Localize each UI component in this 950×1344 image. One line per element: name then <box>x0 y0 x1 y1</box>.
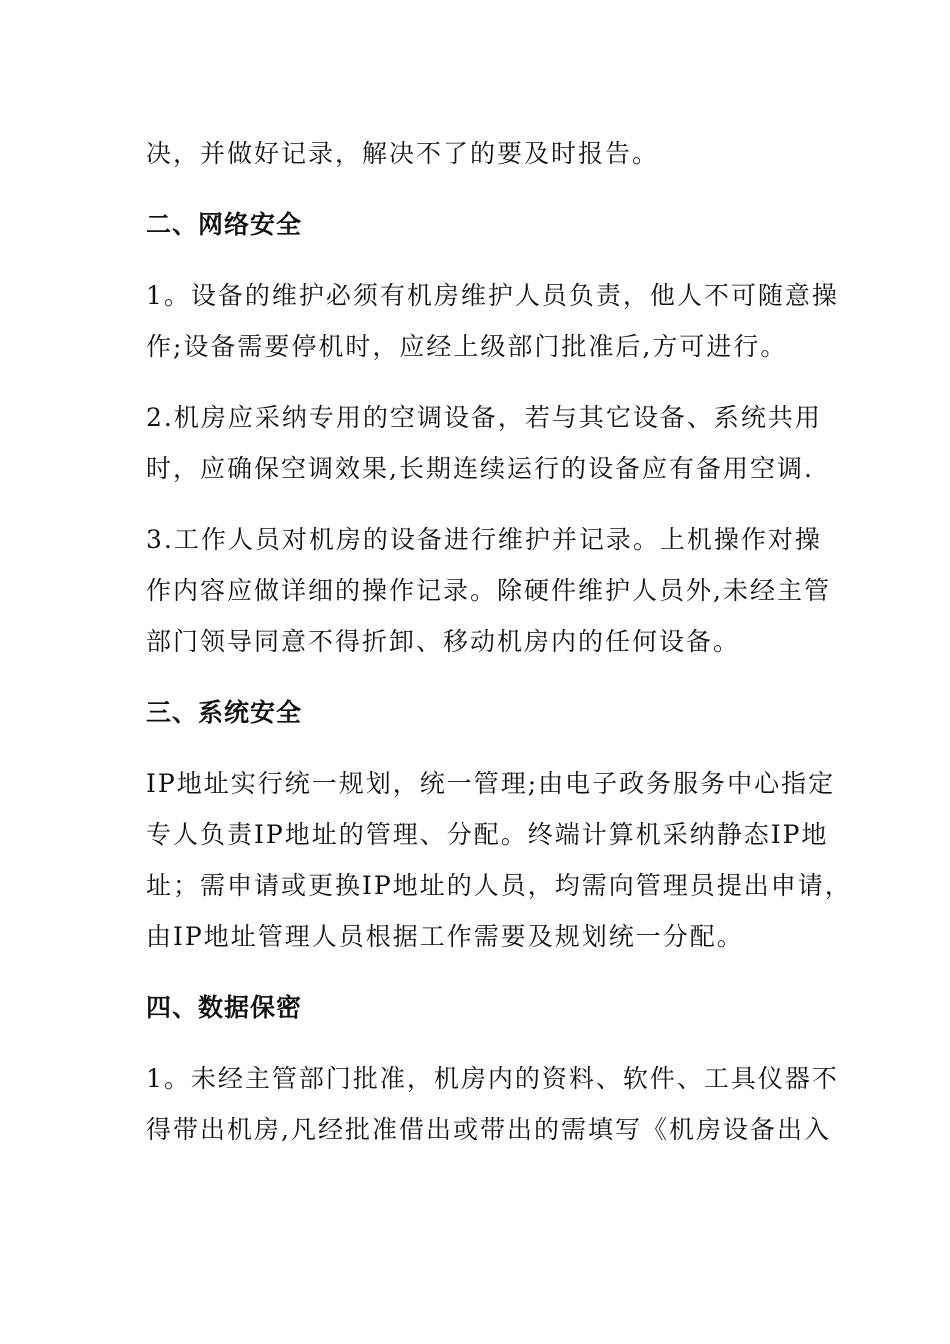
text-line: IP地址实行统一规划，统一管理;由电子政务服务中心指定 <box>146 769 836 798</box>
paragraph-network-3 <box>146 514 836 667</box>
text-line: 部门领导同意不得折卸、移动机房内的任何设备。 <box>146 627 741 656</box>
paragraph-continuation <box>146 128 836 179</box>
section-heading-system-security: 三、系统安全 <box>146 698 303 727</box>
text-line: 2.机房应采纳专用的空调设备，若与其它设备、系统共用 <box>146 403 822 432</box>
document-body <box>146 128 852 1175</box>
text-line: 专人负责IP地址的管理、分配。终端计算机采纳静态IP地 <box>146 820 829 849</box>
text-line: 作;设备需要停机时，应经上级部门批准后,方可进行。 <box>146 332 788 361</box>
text-line: 时，应确保空调效果,长期连续运行的设备应有备用空调. <box>146 454 814 483</box>
paragraph-network-2 <box>146 392 836 494</box>
text-line: 1。设备的维护必须有机房维护人员负责，他人不可随意操 <box>146 281 839 310</box>
section-heading-network-security: 二、网络安全 <box>146 210 303 239</box>
text-line: 1。未经主管部门批准，机房内的资料、软件、工具仪器不 <box>146 1064 839 1093</box>
text-line: 得带出机房,凡经批准借出或带出的需填写《机房设备出入 <box>146 1115 831 1144</box>
text-line: 作内容应做详细的操作记录。除硬件维护人员外,未经主管 <box>146 576 831 605</box>
text-line: 决，并做好记录，解决不了的要及时报告。 <box>146 139 660 168</box>
text-line: 3.工作人员对机房的设备进行维护并记录。上机操作对操 <box>146 525 822 554</box>
paragraph-system-ip <box>146 758 852 962</box>
text-line: 由IP地址管理人员根据工作需要及规划统一分配。 <box>146 922 744 951</box>
section-heading-data-confidentiality: 四、数据保密 <box>146 993 303 1022</box>
text-line: 址；需申请或更换IP地址的人员，均需向管理员提出申请， <box>146 871 852 900</box>
paragraph-data-1 <box>146 1053 839 1155</box>
paragraph-network-1 <box>146 270 839 372</box>
